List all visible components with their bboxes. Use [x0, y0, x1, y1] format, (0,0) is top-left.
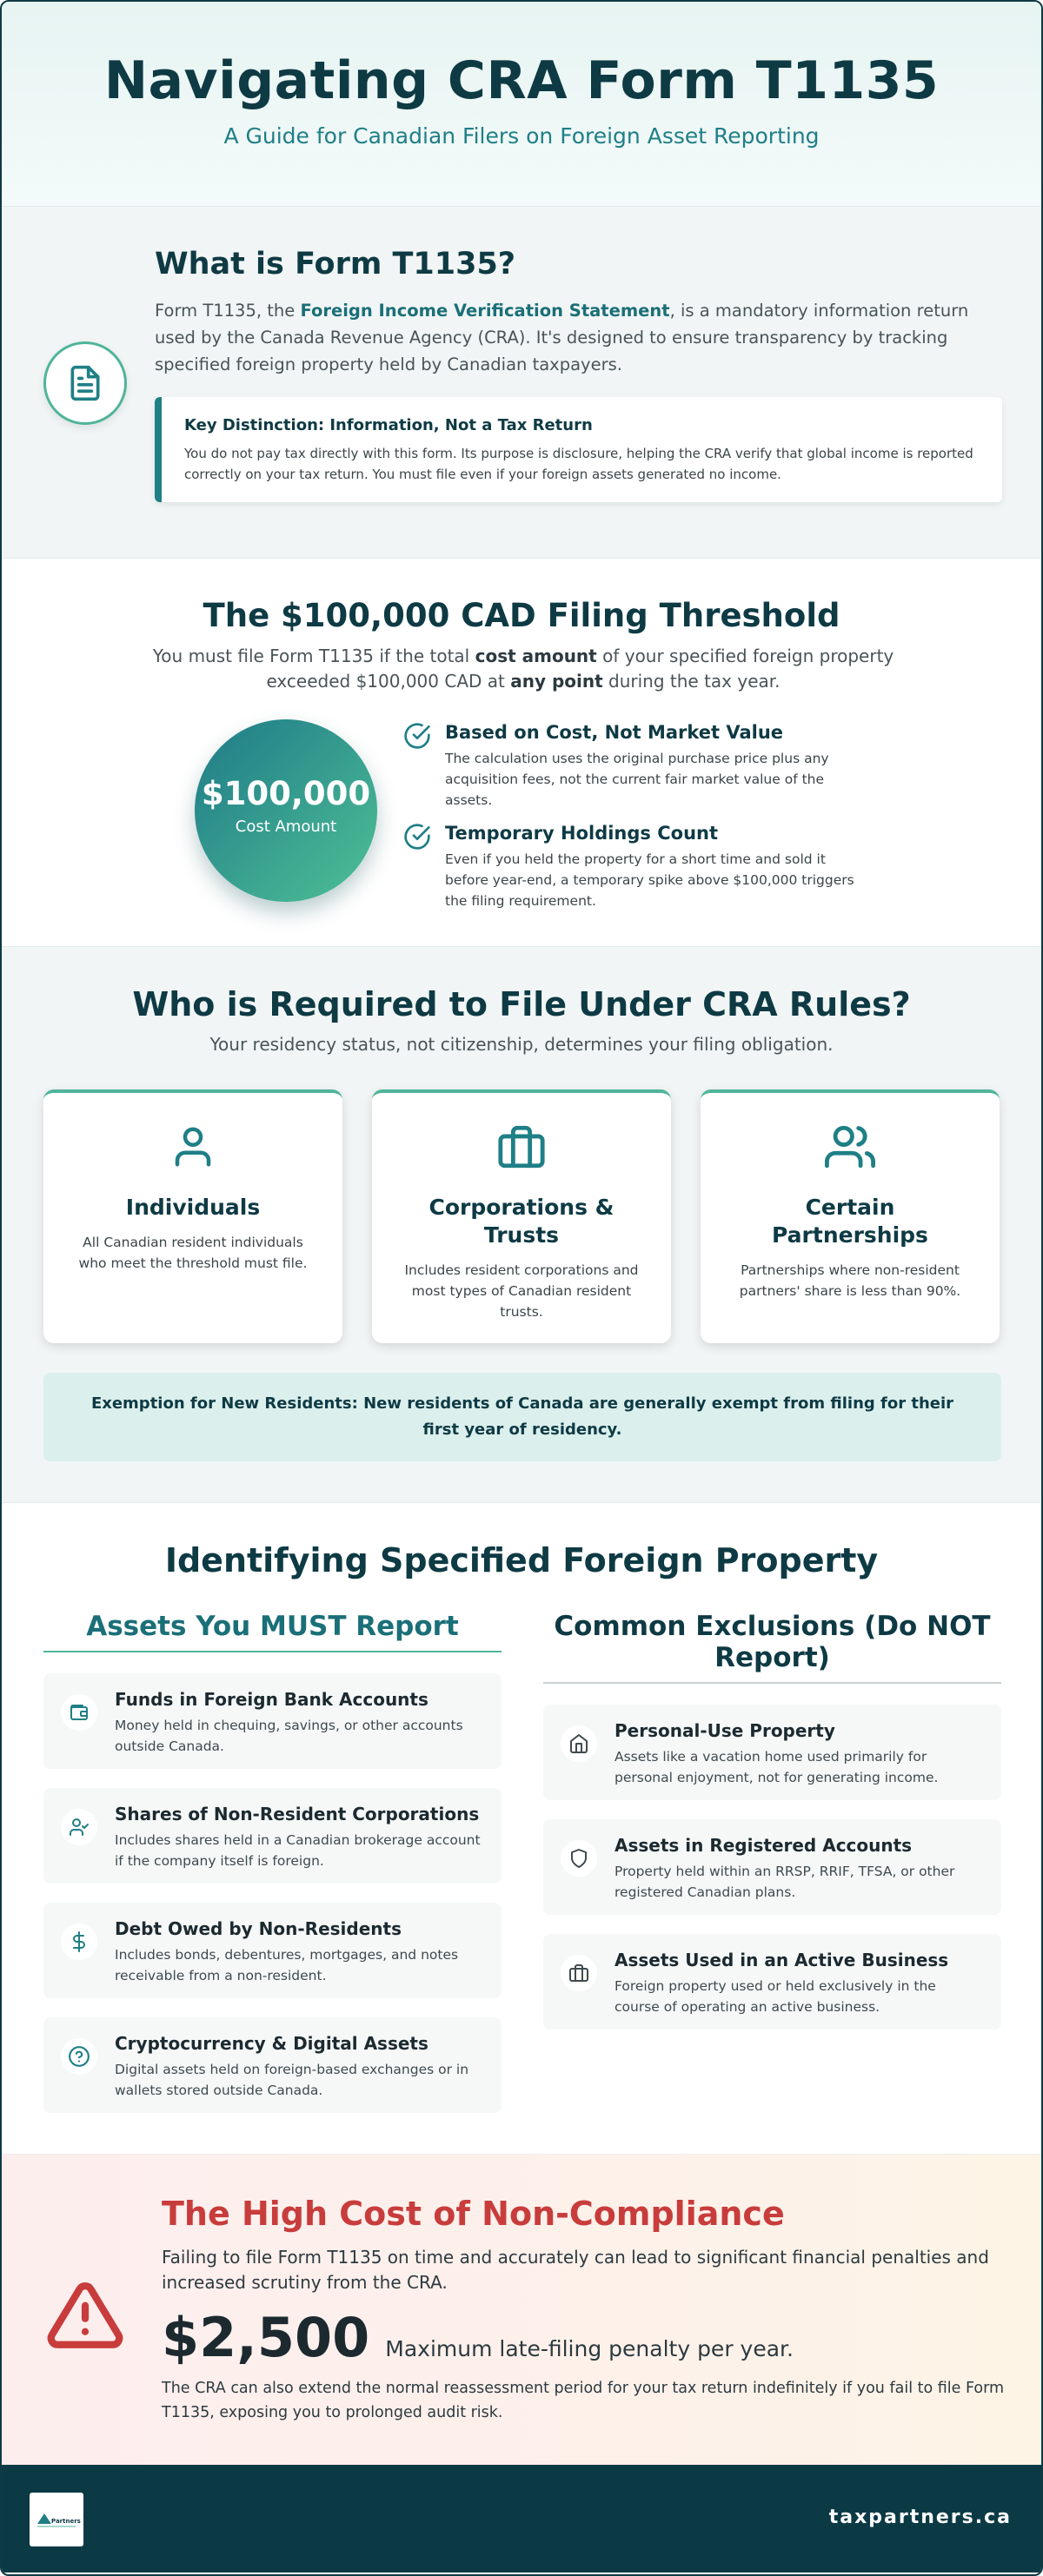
filer-card-individuals: [43, 1089, 342, 1343]
warning-triangle-icon: [43, 2276, 127, 2358]
exclusions-column: [543, 1611, 1001, 2030]
list-item-title: Personal-Use Property: [615, 1720, 835, 1741]
document-icon: [43, 341, 127, 425]
threshold-amount-label: Cost Amount: [235, 818, 337, 836]
list-item: [43, 1903, 502, 1998]
check-circle-icon: [403, 823, 431, 851]
list-item: [543, 1819, 1001, 1915]
threshold-heading: The $100,000 CAD Filing Threshold: [203, 597, 840, 634]
list-item: [43, 1788, 502, 1884]
intro-part: You must file Form T1135 if the total: [152, 646, 475, 666]
shield-icon: [561, 1840, 597, 1877]
list-item-title: Shares of Non-Resident Corporations: [115, 1804, 480, 1824]
list-item-title: Funds in Foreign Bank Accounts: [115, 1689, 428, 1710]
list-item: [43, 2017, 502, 2113]
filer-card-title: Corporations & Trusts: [428, 1195, 615, 1248]
penalty-label: Maximum late-filing penalty per year.: [385, 2336, 794, 2361]
threshold-point: [403, 722, 855, 811]
who-must-file-section: [2, 947, 1041, 1503]
list-item-text: Foreign property used or held exclusively in the course of operating an active business.: [615, 1978, 936, 2015]
briefcase-icon: [561, 1955, 597, 1991]
list-item-title: Debt Owed by Non-Residents: [115, 1918, 402, 1939]
callout-title: Key Distinction: Information, Not a Tax Return: [184, 416, 593, 434]
hero-header: [2, 2, 1041, 207]
list-item: [543, 1934, 1001, 2030]
threshold-point-text: Even if you held the property for a short time and sold it before year-end, a temporary spike above $100,000 triggers the filing requirement.: [445, 851, 854, 909]
who-intro: Your residency status, not citizenship, determines your filing obligation.: [209, 1034, 834, 1055]
list-item-text: Digital assets held on foreign-based exchanges or in wallets stored outside Canada.: [115, 2062, 469, 2098]
user-icon: [68, 1119, 318, 1175]
filer-card-text: Partnerships where non-resident partners' share is less than 90%.: [739, 1262, 961, 1299]
website-link[interactable]: taxpartners.ca: [828, 2506, 1012, 2528]
foreign-property-section: [2, 1503, 1041, 2155]
svg-text:Partners: Partners: [51, 2518, 81, 2525]
property-heading: Identifying Specified Foreign Property: [164, 1541, 879, 1579]
footer: [2, 2465, 1041, 2573]
list-item-text: Includes bonds, debentures, mortgages, and notes receivable from a non-resident.: [115, 1947, 459, 1983]
risk-intro: Failing to file Form T1135 on time and accurately can lead to significant financial penalties and increased scrutiny from the CRA.: [162, 2247, 989, 2293]
filer-card-partnerships: [701, 1089, 1000, 1343]
list-item: [43, 1673, 502, 1769]
lead-prefix: Form T1135, the: [155, 301, 301, 321]
lead-bold-term: Foreign Income Verification Statement: [300, 301, 670, 321]
filer-card-text: Includes resident corporations and most types of Canadian resident trusts.: [404, 1262, 639, 1320]
exclusions-title: Common Exclusions (Do NOT Report): [543, 1611, 1001, 1684]
filer-card-text: All Canadian resident individuals who meet the threshold must file.: [78, 1235, 308, 1271]
list-item-text: Includes shares held in a Canadian brokerage account if the company itself is foreign.: [115, 1832, 481, 1869]
what-is-heading: What is Form T1135?: [155, 247, 516, 281]
list-item-title: Cryptocurrency & Digital Assets: [115, 2033, 428, 2054]
wallet-icon: [61, 1694, 97, 1731]
filer-card-title: Certain Partnerships: [772, 1195, 928, 1248]
threshold-amount-circle: [195, 719, 377, 902]
non-compliance-body: [162, 2195, 1005, 2425]
list-item-text: Property held within an RRSP, RRIF, TFSA, or other registered Canadian plans.: [615, 1864, 955, 1900]
threshold-point-text: The calculation uses the original purchase price plus any acquisition fees, not the current fair market value of the assets.: [445, 751, 829, 808]
lead-suffix: , is a mandatory information return used by the Canada Revenue Agency (CRA). It's designed to ensure transparency by tracking specified foreign property held by Canadian taxpayers.: [155, 301, 969, 374]
filer-card-title: Individuals: [125, 1195, 261, 1220]
must-report-column: [43, 1611, 502, 2113]
home-icon: [561, 1725, 597, 1762]
page-subtitle: A Guide for Canadian Filers on Foreign Asset Reporting: [223, 123, 820, 149]
new-resident-exemption: Exemption for New Residents: New residents of Canada are generally exempt from filing for their first year of residency.: [43, 1373, 1001, 1461]
dollar-icon: [61, 1924, 97, 1960]
threshold-point-title: Based on Cost, Not Market Value: [445, 722, 784, 743]
intro-bold: any point: [510, 671, 603, 692]
what-is-body: [155, 247, 1002, 502]
users-icon: [725, 1119, 975, 1175]
user-check-icon: [61, 1809, 97, 1845]
intro-part: of your specified foreign property exceeded $100,000 CAD at: [266, 646, 894, 692]
threshold-point-title: Temporary Holdings Count: [445, 823, 719, 844]
callout-text: You do not pay tax directly with this form. Its purpose is disclosure, helping the CRA verify that global income is reported correctly on your tax return. You must file even if your foreign assets generated no income.: [184, 446, 973, 482]
what-is-section: [2, 207, 1041, 559]
list-item-title: Assets Used in an Active Business: [615, 1950, 949, 1970]
list-item-title: Assets in Registered Accounts: [615, 1835, 913, 1856]
page-title: Navigating CRA Form T1135: [103, 50, 940, 111]
risk-heading: The High Cost of Non-Compliance: [162, 2195, 785, 2233]
what-is-description: [155, 297, 1002, 378]
penalty-row: [162, 2306, 1005, 2369]
briefcase-icon: [396, 1119, 647, 1175]
filer-card-corporations: [372, 1089, 671, 1343]
must-report-title: Assets You MUST Report: [43, 1611, 502, 1652]
question-circle-icon: [61, 2038, 97, 2075]
company-logo[interactable]: [30, 2493, 83, 2546]
key-distinction-callout: [155, 397, 1002, 502]
list-item-text: Money held in chequing, savings, or other accounts outside Canada.: [115, 1718, 463, 1754]
who-heading: Who is Required to File Under CRA Rules?: [132, 985, 911, 1023]
check-circle-icon: [403, 722, 431, 750]
penalty-amount: $2,500: [162, 2306, 370, 2369]
threshold-point: [403, 823, 855, 911]
intro-part: during the tax year.: [602, 671, 781, 692]
non-compliance-section: [2, 2155, 1041, 2465]
threshold-intro: [141, 644, 906, 694]
risk-detail: The CRA can also extend the normal reassessment period for your tax return indefinitely if you fail to file Form T1135, exposing you to prolonged audit risk.: [162, 2380, 1005, 2421]
threshold-section: [2, 559, 1041, 947]
list-item: [543, 1705, 1001, 1800]
list-item-text: Assets like a vacation home used primarily for personal enjoyment, not for generating income.: [615, 1749, 939, 1785]
threshold-amount: $100,000: [201, 775, 371, 812]
intro-bold: cost amount: [475, 646, 597, 666]
